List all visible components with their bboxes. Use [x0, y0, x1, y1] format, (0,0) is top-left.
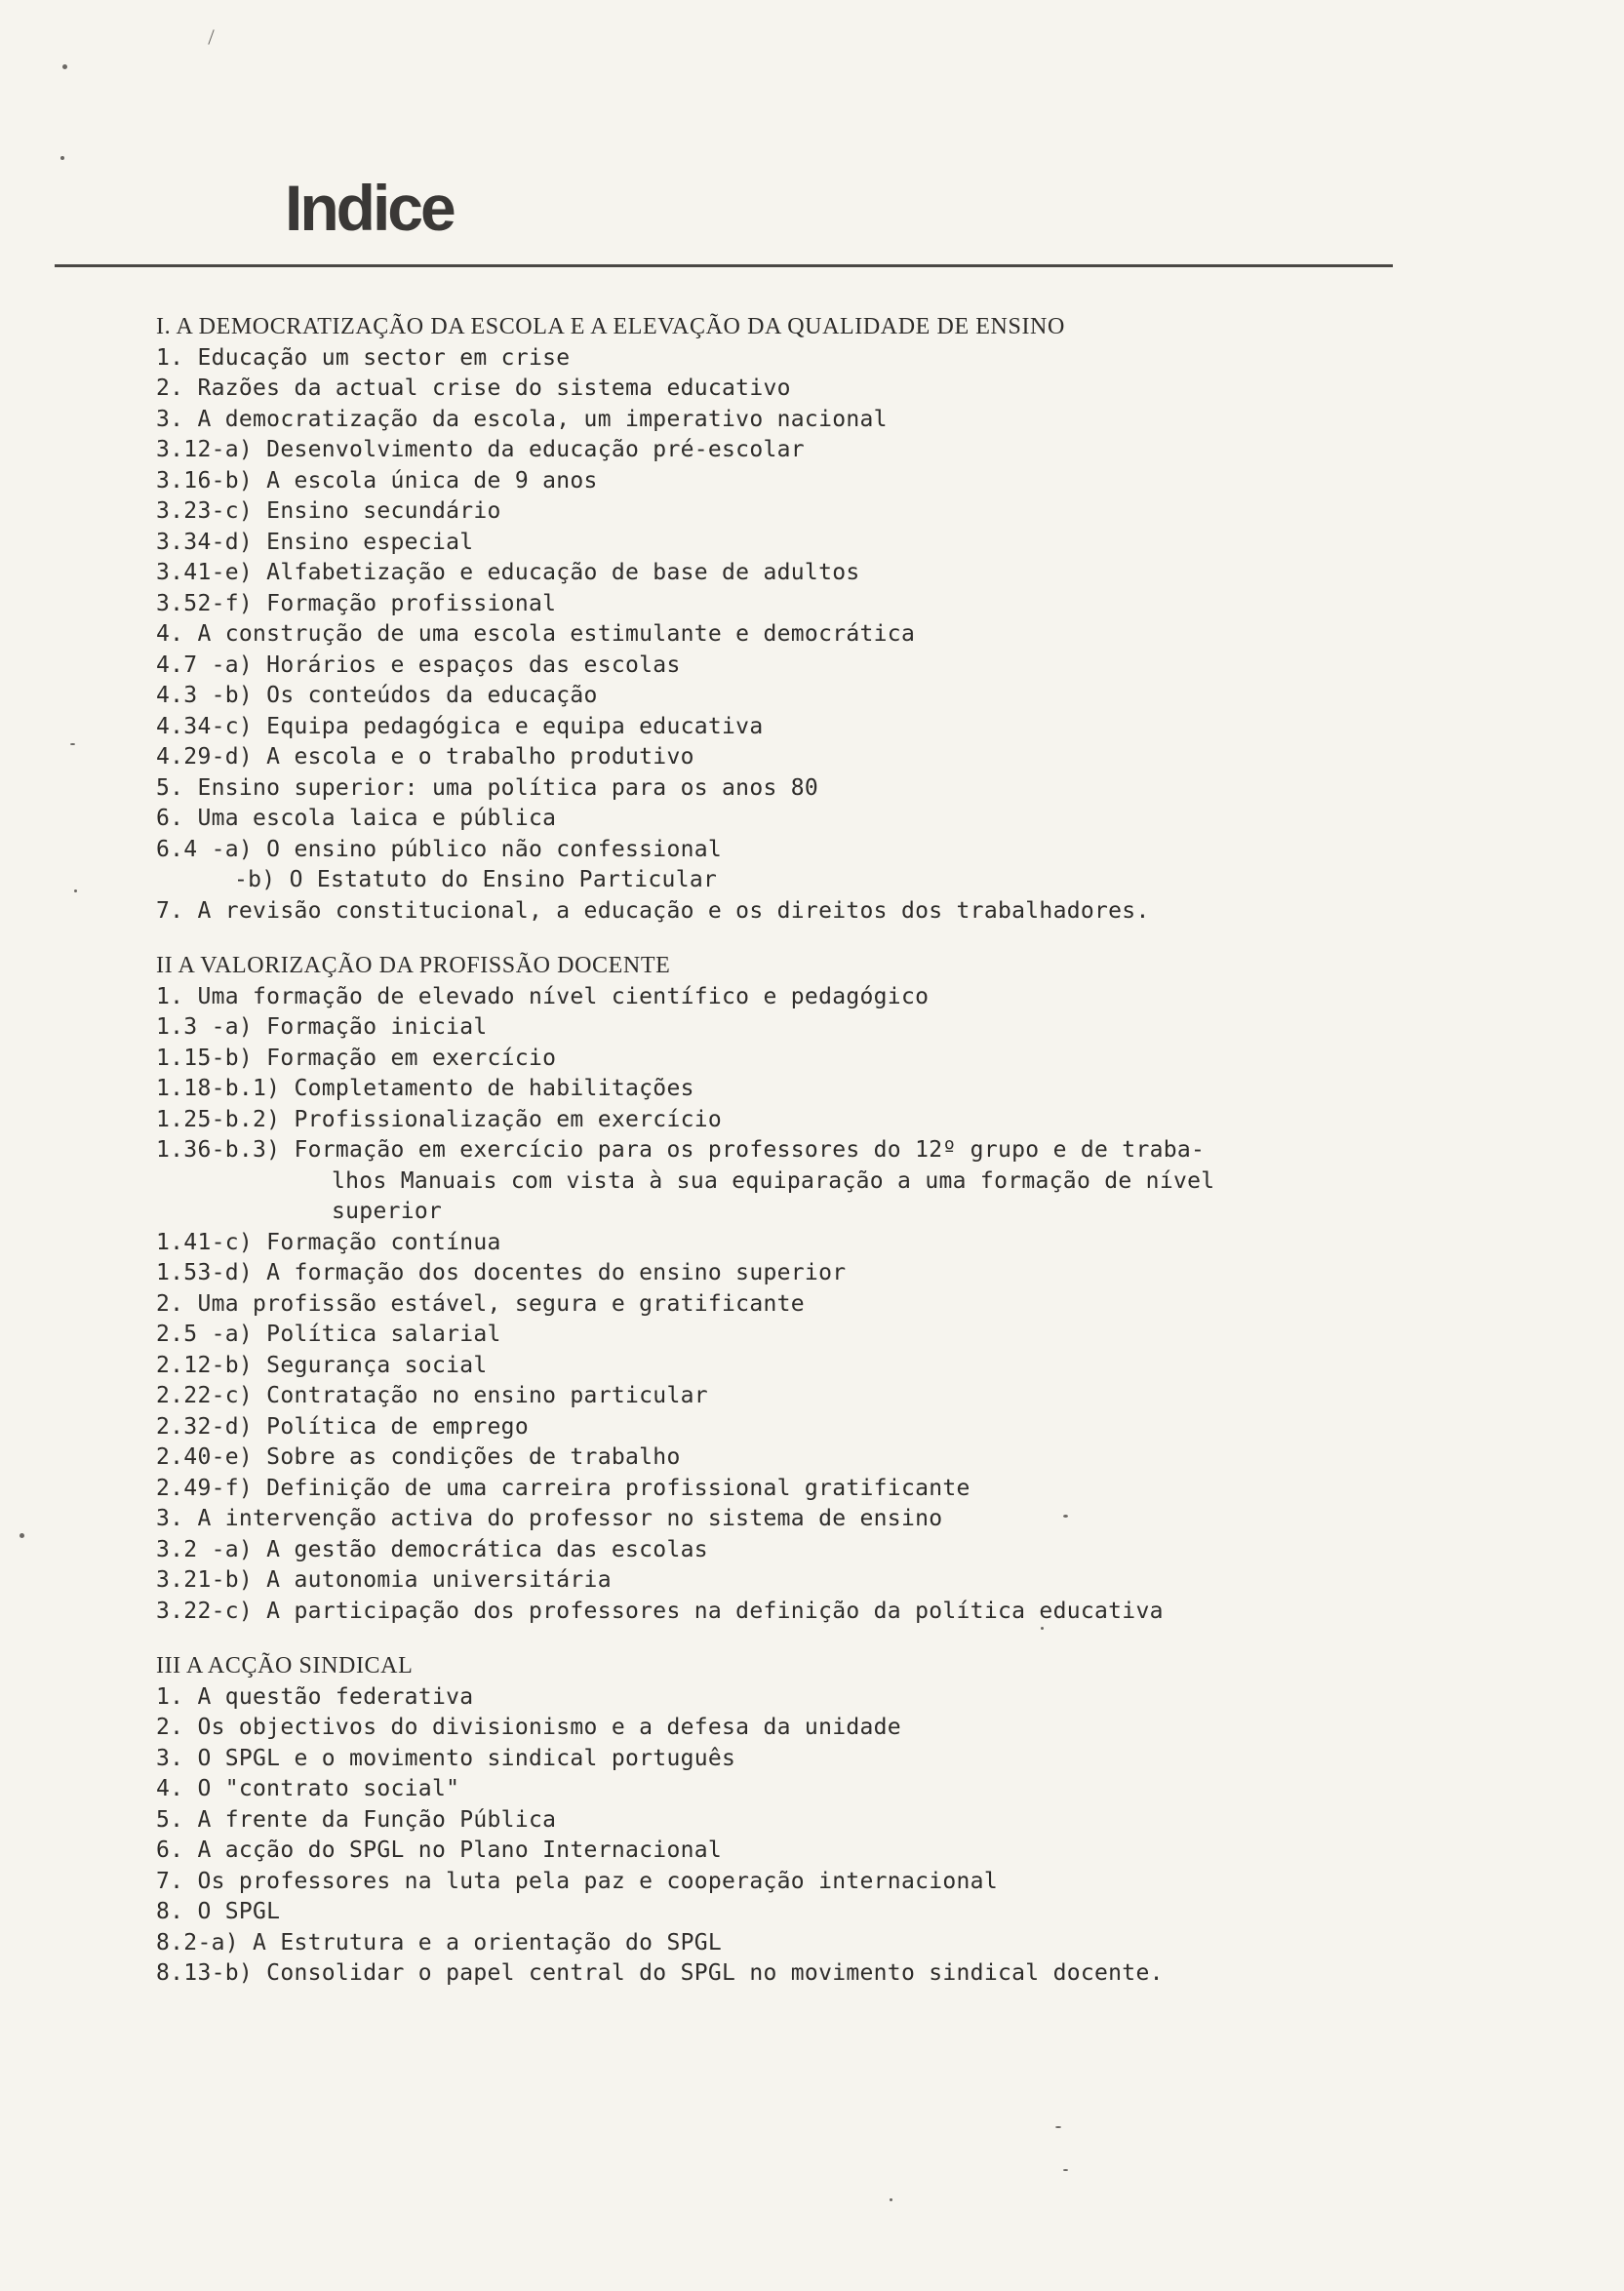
table-of-contents: [156, 312, 1463, 2014]
scan-speck: [62, 64, 67, 69]
toc-entry: 1.36-b.3) Formação em exercício para os professores do 12º grupo e de traba-: [156, 1137, 1206, 1163]
toc-entry: 1. A questão federativa: [156, 1683, 474, 1710]
toc-entry: 6. A acção do SPGL no Plano Internacional: [156, 1837, 723, 1863]
toc-entry: 1. Educação um sector em crise: [156, 344, 571, 371]
toc-entry: 4.3 -b) Os conteúdos da educação: [156, 683, 598, 708]
toc-entry: 3.16-b) A escola única de 9 anos: [156, 467, 598, 494]
toc-entry: 1.53-d) A formação dos docentes do ensino superior: [156, 1260, 847, 1285]
toc-section-3: [156, 1651, 1463, 1990]
toc-entry: 2.32-d) Política de emprego: [156, 1413, 529, 1440]
toc-entry: 2.40-e) Sobre as condições de trabalho: [156, 1444, 681, 1470]
title-rule: [55, 264, 1393, 267]
toc-entry: 6. Uma escola laica e pública: [156, 806, 557, 831]
toc-entry: 2. Razões da actual crise do sistema educativo: [156, 375, 791, 401]
scan-speck: [1063, 2169, 1068, 2171]
toc-entry: 1.3 -a) Formação inicial: [156, 1014, 488, 1040]
scan-speck: [20, 1533, 24, 1538]
toc-entry-continuation: superior: [332, 1199, 443, 1224]
toc-entry: 3. A intervenção activa do professor no sistema de ensino: [156, 1506, 943, 1531]
toc-entry: 3.22-c) A participação dos professores na definição da política educativa: [156, 1598, 1164, 1624]
toc-entry: 5. Ensino superior: uma política para os anos 80: [156, 774, 819, 801]
toc-entry: 7. Os professores na luta pela paz e cooperação internacional: [156, 1868, 998, 1894]
toc-entry: 4. O "contrato social": [156, 1776, 460, 1801]
toc-entry: 3.12-a) Desenvolvimento da educação pré-escolar: [156, 437, 805, 462]
section-heading: II A VALORIZAÇÃO DA PROFISSÃO DOCENTE: [156, 953, 671, 978]
toc-entry: 1.25-b.2) Profissionalização em exercício: [156, 1106, 723, 1132]
toc-entry: 8.13-b) Consolidar o papel central do SPGL no movimento sindical docente.: [156, 1960, 1164, 1986]
toc-section-1: [156, 312, 1463, 927]
toc-entry: 2. Uma profissão estável, segura e gratificante: [156, 1290, 805, 1317]
toc-entry: 3.34-d) Ensino especial: [156, 529, 474, 555]
toc-entry: 6.4 -a) O ensino público não confessional: [156, 836, 723, 862]
toc-entry: 3.41-e) Alfabetização e educação de base de adultos: [156, 560, 860, 585]
toc-section-2: [156, 951, 1463, 1627]
toc-entry: 3.52-f) Formação profissional: [156, 590, 557, 616]
toc-entry-continuation: lhos Manuais com vista à sua equiparação a uma formação de nível: [332, 1167, 1215, 1194]
scan-speck: [890, 2198, 892, 2201]
toc-entry: 8. O SPGL: [156, 1899, 281, 1924]
toc-entry: 7. A revisão constitucional, a educação e os direitos dos trabalhadores.: [156, 897, 1150, 924]
toc-entry: 1.18-b.1) Completamento de habilitações: [156, 1076, 694, 1101]
toc-entry: 3.2 -a) A gestão democrática das escolas: [156, 1536, 708, 1562]
toc-entry: 4.29-d) A escola e o trabalho produtivo: [156, 744, 694, 770]
toc-entry: 3.21-b) A autonomia universitária: [156, 1567, 612, 1593]
scan-speck: [60, 156, 64, 160]
toc-entry: 2. Os objectivos do divisionismo e a defesa da unidade: [156, 1715, 901, 1740]
page-title: Indice: [285, 172, 454, 244]
toc-entry: 2.22-c) Contratação no ensino particular: [156, 1383, 708, 1408]
toc-entry: 4.34-c) Equipa pedagógica e equipa educativa: [156, 713, 764, 739]
toc-entry: 4.7 -a) Horários e espaços das escolas: [156, 652, 681, 678]
toc-entry: 3. A democratização da escola, um imperativo nacional: [156, 406, 888, 432]
toc-entry: 1.15-b) Formação em exercício: [156, 1045, 557, 1071]
toc-entry: 8.2-a) A Estrutura e a orientação do SPGL: [156, 1929, 723, 1955]
scan-speck: [1055, 2126, 1061, 2128]
toc-entry: 2.49-f) Definição de uma carreira profissional gratificante: [156, 1475, 970, 1501]
toc-entry: 1. Uma formação de elevado nível científico e pedagógico: [156, 983, 930, 1009]
toc-entry: 1.41-c) Formação contínua: [156, 1229, 501, 1255]
scan-speck: [70, 743, 75, 745]
toc-entry: 3. O SPGL e o movimento sindical português: [156, 1745, 736, 1771]
scan-speck: [1041, 1627, 1044, 1630]
toc-entry: 2.12-b) Segurança social: [156, 1352, 488, 1378]
toc-entry: 2.5 -a) Política salarial: [156, 1322, 501, 1347]
toc-entry: 4. A construção de uma escola estimulante e democrática: [156, 621, 916, 647]
section-heading: III A ACÇÃO SINDICAL: [156, 1653, 414, 1679]
toc-entry: -b) O Estatuto do Ensino Particular: [234, 867, 718, 892]
toc-entry: 5. A frente da Função Pública: [156, 1806, 557, 1833]
scan-speck: [1063, 1515, 1068, 1518]
scan-speck: [208, 29, 214, 44]
section-heading: I. A DEMOCRATIZAÇÃO DA ESCOLA E A ELEVAÇÃO DA QUALIDADE DE ENSINO: [156, 314, 1065, 339]
scan-speck: [74, 889, 77, 892]
toc-entry: 3.23-c) Ensino secundário: [156, 498, 501, 524]
